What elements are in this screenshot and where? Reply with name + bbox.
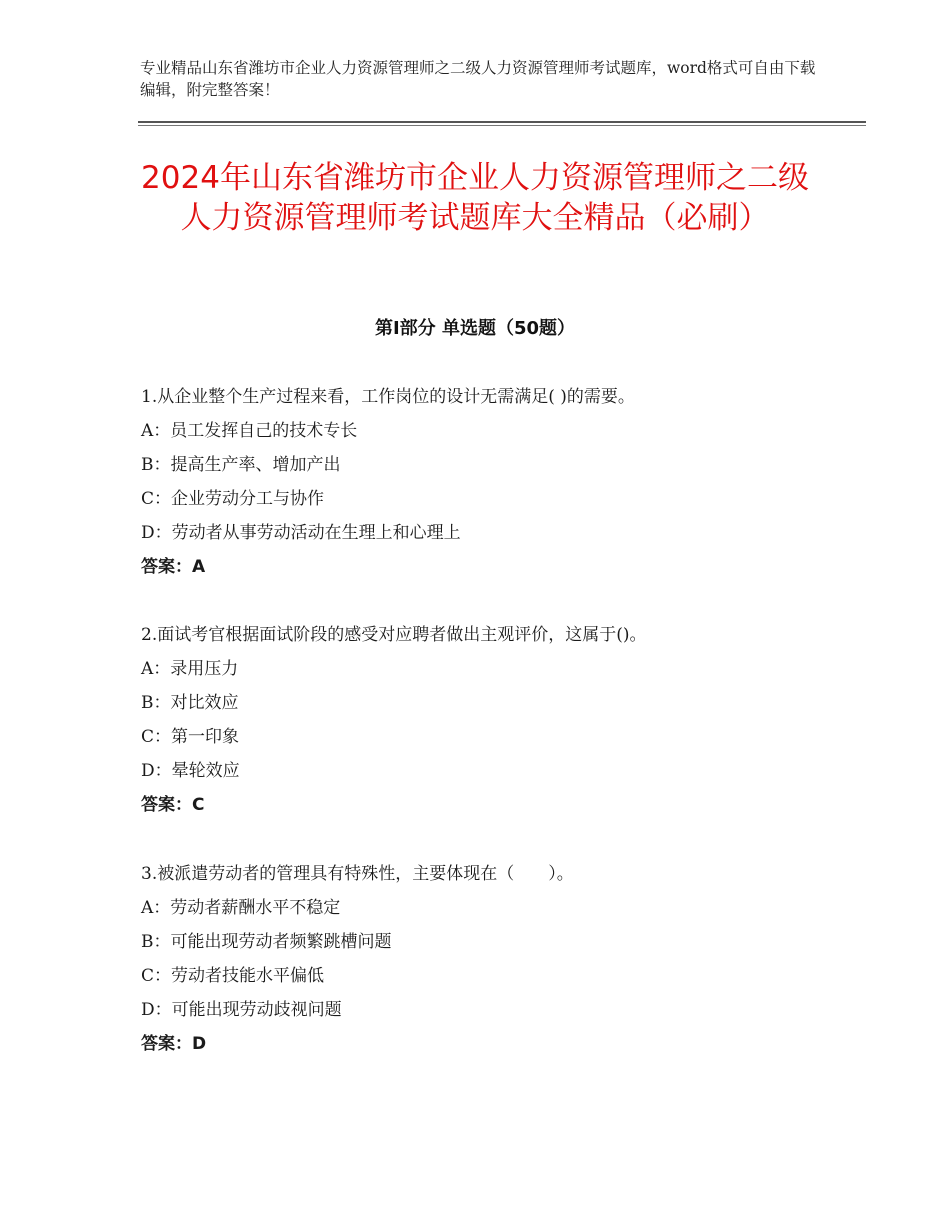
question-stem: 3.被派遣劳动者的管理具有特殊性，主要体现在（ ）。 xyxy=(141,864,574,884)
question-3 xyxy=(141,857,841,1061)
answer: 答案：C xyxy=(141,795,205,815)
header-divider xyxy=(138,121,866,126)
header-note: 专业精品山东省潍坊市企业人力资源管理师之二级人力资源管理师考试题库，word格式可自由下载编辑，附完整答案！ xyxy=(140,59,816,99)
answer: 答案：A xyxy=(141,557,206,577)
header-divider-thin xyxy=(138,125,866,126)
option-d: D：劳动者从事劳动活动在生理上和心理上 xyxy=(141,523,461,543)
question-stem: 2.面试考官根据面试阶段的感受对应聘者做出主观评价，这属于()。 xyxy=(141,625,647,645)
option-a: A：录用压力 xyxy=(141,659,239,679)
option-b: B：可能出现劳动者频繁跳槽问题 xyxy=(141,932,392,952)
option-a: A：员工发挥自己的技术专长 xyxy=(141,421,358,441)
option-c: C：第一印象 xyxy=(141,727,240,747)
answer: 答案：D xyxy=(141,1034,207,1054)
section-title: 第Ⅰ部分 单选题（50题） xyxy=(374,318,575,339)
header-divider-thick xyxy=(138,121,866,123)
question-stem: 1.从企业整个生产过程来看，工作岗位的设计无需满足( )的需要。 xyxy=(141,387,635,407)
option-d: D：可能出现劳动歧视问题 xyxy=(141,1000,342,1020)
option-c: C：劳动者技能水平偏低 xyxy=(141,966,325,986)
option-b: B：对比效应 xyxy=(141,693,239,713)
question-2 xyxy=(141,618,841,822)
document-title: 2024年山东省潍坊市企业人力资源管理师之二级人力资源管理师考试题库大全精品（必刷） xyxy=(141,160,809,236)
option-b: B：提高生产率、增加产出 xyxy=(141,455,341,475)
option-a: A：劳动者薪酬水平不稳定 xyxy=(141,898,341,918)
question-1 xyxy=(141,380,841,584)
option-c: C：企业劳动分工与协作 xyxy=(141,489,325,509)
option-d: D：晕轮效应 xyxy=(141,761,240,781)
